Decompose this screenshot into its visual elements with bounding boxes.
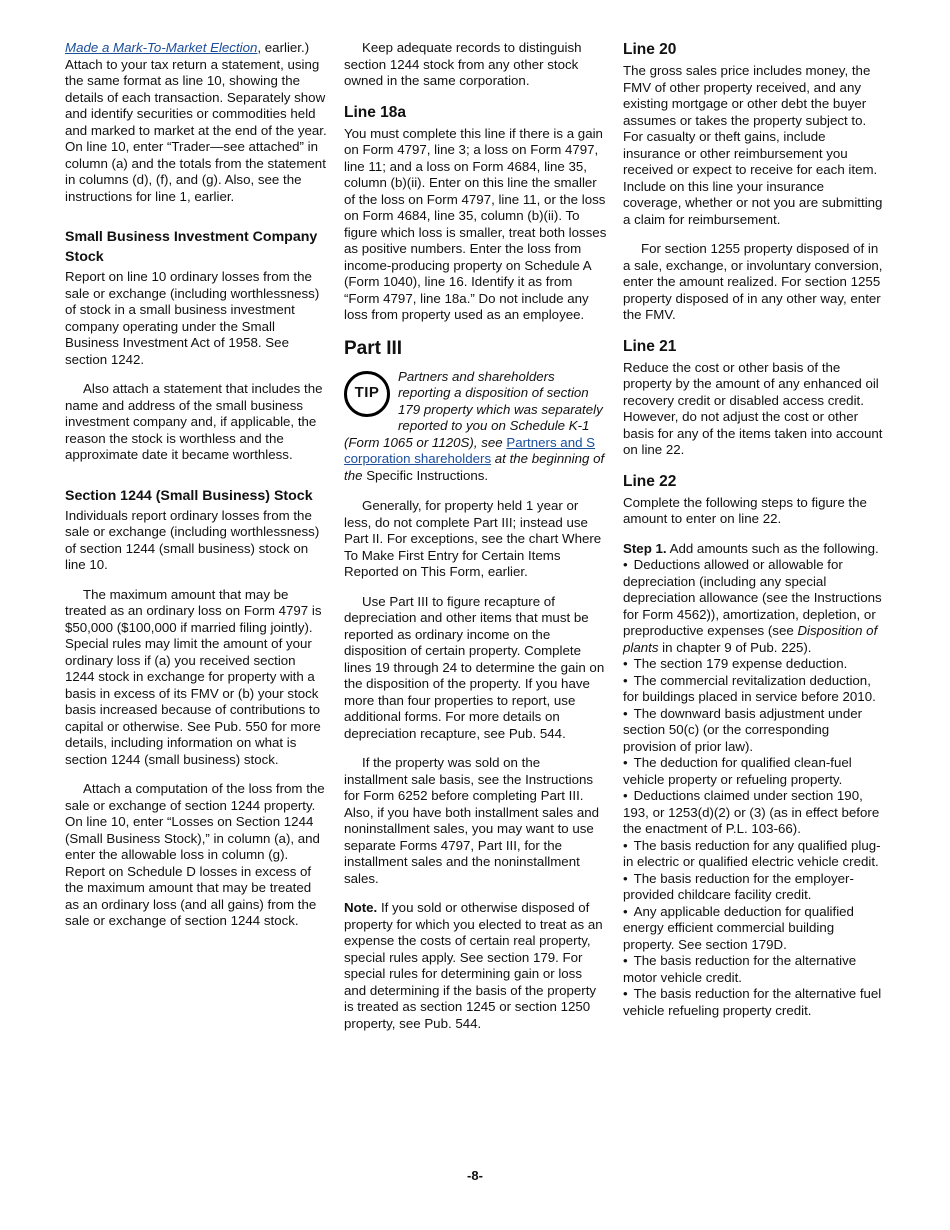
line-21-heading: Line 21: [623, 337, 677, 355]
column-1: [65, 40, 328, 943]
sbic-heading: Small Business Investment Company Stock: [65, 229, 318, 265]
part-iii-heading: Part III: [344, 337, 403, 359]
line-21-paragraph: Reduce the cost or other basis of the property by the amount of any enhanced oil recovery credit or disabled access credit. However, do not adjust the cost or other basis for any of the items taken into account on line 22.: [623, 359, 883, 457]
note-paragraph: Note. If you sold or otherwise disposed of property for which you elected to treat as an expense the costs of certain real property, special rules apply. See section 179. For special rules for determining gain or loss and determining if the basis of the property is treated as section 1245 or section 1250 property, see Pub. 544.: [344, 900, 603, 1031]
tip-icon: TIP: [344, 371, 390, 417]
line-20-paragraph-2: For section 1255 property disposed of in a sale, exchange, or involuntary conversion, enter the amount realized. For section 1255 property disposed of in any other way, enter the FMV.: [623, 241, 883, 322]
note-label: Note.: [344, 900, 378, 915]
tip-block: TIP Partners and shareholders reporting a disposition of section 179 property which was separately reported to you on Schedule K-1 (Form 1065 or 1120S), see Partners and S corporation shareholders at the beginning of the Specific Instructions.: [344, 368, 605, 483]
line-18a-paragraph: You must complete this line if there is a gain on Form 4797, line 3; a loss on Form 4797, line 11; and a loss on Form 4684, line 35, column (b)(ii). Enter on this line the smaller of the loss on Form 4797, line 11, or the loss on Form 4684, line 35, column (b)(ii). To figure which loss is smaller, treat both losses as positive numbers. Enter the loss from income-producing property on Schedule A (Form 1040), line 16. Identify it as from “Form 4797, line 18a.” Do not include any loss from property used as an employee.: [344, 125, 607, 322]
records-paragraph: Keep adequate records to distinguish section 1244 stock from any other stock owned in the same corporation.: [344, 40, 582, 88]
line-20-heading: Line 20: [623, 41, 677, 58]
section-1244-paragraph-2: The maximum amount that may be treated as an ordinary loss on Form 4797 is $50,000 ($100,000 if married filing jointly). Special rules may limit the amount of your ordinary loss if (a) you received section 1244 stock in exchange for property with a basis in excess of its FMV or (b) your stock basis increased because of contributions to capital or otherwise. See Pub. 550 for more details, including information on what is section 1244 (small business) stock.: [65, 586, 322, 767]
installment-paragraph: If the property was sold on the installment sale basis, see the Instructions for Form 6252 before completing Part III. Also, if you have both installment sales and noninstallment sales, you may want to use separate Forms 4797, Part III, for the installment sales and the noninstallment sales.: [344, 755, 600, 886]
intro-paragraph: Made a Mark-To-Market Election, earlier.) Attach to your tax return a statement, using the same format as line 10, showing the details of each transaction. Separately show and identify securities or commodities held and marked to market at the end of the year. On line 10, enter “Trader—see attached” in column (a) and the totals from the statement in columns (d), (f), and (g). Also, see the instructions for line 1, earlier.: [65, 40, 327, 204]
bullet-item: • The basis reduction for any qualified plug-in electric or qualified electric vehicle credit.: [623, 838, 885, 871]
generally-paragraph: Generally, for property held 1 year or less, do not complete Part III; instead use Part II. For exceptions, see the chart Where To Make First Entry for Certain Items Reported on This Form, earlier.: [344, 498, 602, 579]
use-part-iii-paragraph: Use Part III to figure recapture of depreciation and other items that must be reported as ordinary income on the disposition of certain property. Complete lines 19 through 24 to determine the gain on the disposition of the property. If you have more than four properties to report, use additional forms. For more details on depreciation recapture, see Pub. 544.: [344, 593, 605, 741]
mark-to-market-link[interactable]: Made a Mark-To-Market Election: [65, 40, 258, 55]
sbic-paragraph-2: Also attach a statement that includes the name and address of the small business investment company and, if applicable, the reason the stock is worthless and the approximate date it became worthless.: [65, 381, 323, 462]
step-1-paragraph: Step 1. Add amounts such as the following.: [623, 540, 879, 556]
column-2: [344, 40, 607, 1045]
column-3: [623, 40, 885, 1019]
line-18a-heading: Line 18a: [344, 103, 407, 121]
tip-text: Partners and shareholders reporting a disposition of section 179 property which was separately reported to you on Schedule K-1 (Form 1065 or 1120S), see: [344, 368, 603, 450]
bullet-item: • Deductions allowed or allowable for depreciation (including any special depreciation allowance (see the Instructions for Form 4562)), amortization, depletion, or preproductive expenses (see Disposition of plants in chapter 9 of Pub. 225).: [623, 557, 885, 656]
section-1244-paragraph-3: Attach a computation of the loss from the sale or exchange of section 1244 property. On line 10, enter “Losses on Section 1244 (Small Business Stock),” in column (a), and enter the allowable loss in column (g). Report on Schedule D losses in excess of the maximum amount that may be treated as an ordinary loss (and all gains) from the sale or exchange of section 1244 stock.: [65, 781, 325, 928]
step-1-label: Step 1.: [623, 540, 667, 556]
bullet-item: • Any applicable deduction for qualified energy efficient commercial building property. See section 179D.: [623, 904, 885, 954]
line-20-paragraph-1: The gross sales price includes money, the FMV of other property received, and any existing mortgage or other debt the buyer assumes or takes the property subject to. For casualty or theft gains, include insurance or other reimbursement you received or expect to receive for each item. Include on this line your insurance coverage, whether or not you are submitting a claim for reimbursement.: [623, 63, 883, 227]
bullet-item: • The commercial revitalization deduction, for buildings placed in service before 2010.: [623, 673, 885, 706]
line-22-paragraph: Complete the following steps to figure the amount to enter on line 22.: [623, 494, 867, 526]
partners-s-corporation-link[interactable]: Partners and S corporation shareholders: [344, 434, 596, 466]
page-number: -8-: [467, 1168, 483, 1183]
bullet-item: • The deduction for qualified clean-fuel vehicle property or refueling property.: [623, 755, 885, 788]
bullet-item: • The section 179 expense deduction.: [623, 656, 885, 673]
bullet-item: • Deductions claimed under section 190, 193, or 1253(d)(2) or (3) (as in effect before the enactment of P.L. 103-66).: [623, 788, 885, 838]
line-22-heading: Line 22: [623, 472, 677, 490]
sbic-paragraph-1: Report on line 10 ordinary losses from the sale or exchange (including worthlessness) of stock in a small business investment company operating under the Small Business Investment Act of 1958. See section 1242.: [65, 269, 320, 367]
bullet-item: • The basis reduction for the alternative fuel vehicle refueling property credit.: [623, 986, 885, 1019]
section-1244-heading: Section 1244 (Small Business) Stock: [65, 487, 313, 504]
bullet-item: • The downward basis adjustment under section 50(c) (or the corresponding provision of prior law).: [623, 706, 885, 756]
bullet-item: • The basis reduction for the employer-provided childcare facility credit.: [623, 871, 885, 904]
section-1244-paragraph-1: Individuals report ordinary losses from the sale or exchange (including worthlessness) of section 1244 (small business) stock on line 10.: [65, 507, 320, 572]
bullet-item: • The basis reduction for the alternative motor vehicle credit.: [623, 953, 885, 986]
